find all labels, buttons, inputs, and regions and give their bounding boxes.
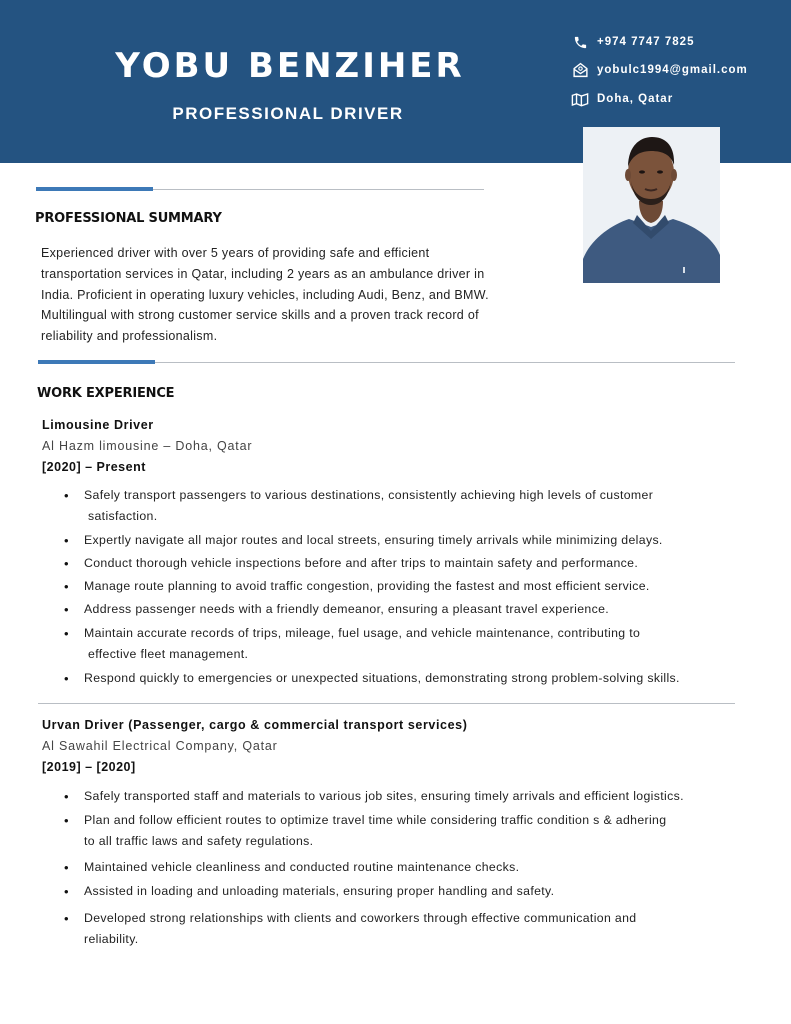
summary-accent-bar (36, 187, 153, 191)
candidate-role: PROFESSIONAL DRIVER (172, 104, 404, 123)
contact-phone (571, 34, 694, 50)
job-dates: [2019] – [2020] (42, 760, 136, 774)
location-text: Doha, Qatar (597, 93, 674, 105)
candidate-name: YOBU BENZIHER (115, 46, 465, 86)
summary-line: transportation services in Qatar, including 2 years as an ambulance driver in (41, 266, 485, 281)
profile-photo (583, 127, 720, 283)
job-divider (38, 703, 735, 704)
job-bullet: • Address passenger needs with a friendly demeanor, ensuring a pleasant travel experience. (84, 599, 764, 620)
job-bullet: • Conduct thorough vehicle inspections before and after trips to maintain safety and performance. (84, 553, 764, 574)
contact-email (571, 62, 748, 78)
job-company: Al Sawahil Electrical Company, Qatar (42, 739, 278, 753)
job-bullet: • Respond quickly to emergencies or unexpected situations, demonstrating strong problem-solving skills. (84, 668, 764, 689)
job-title: Limousine Driver (42, 418, 154, 432)
job-dates: [2020] – Present (42, 460, 146, 474)
summary-line: India. Proficient in operating luxury vehicles, including Audi, Benz, and BMW. (41, 287, 489, 302)
contact-location (571, 91, 673, 107)
summary-text (41, 243, 551, 347)
map-icon (571, 91, 589, 107)
summary-line: reliability and professionalism. (41, 329, 218, 344)
job-bullet: • Maintain accurate records of trips, mileage, fuel usage, and vehicle maintenance, contributing to effective fleet management. (84, 623, 764, 665)
experience-accent-bar (38, 360, 155, 364)
phone-text: +974 7747 7825 (597, 36, 695, 48)
email-icon (571, 62, 589, 78)
email-text: yobulc1994@gmail.com (597, 64, 748, 76)
job-bullet: • Manage route planning to avoid traffic congestion, providing the fastest and most efficient service. (84, 576, 764, 597)
job-company: Al Hazm limousine – Doha, Qatar (42, 439, 253, 453)
summary-heading: PROFESSIONAL SUMMARY (35, 211, 222, 226)
job-bullet: • Developed strong relationships with clients and coworkers through effective communication and reliability. (84, 908, 764, 950)
job-bullet: • Expertly navigate all major routes and local streets, ensuring timely arrivals while minimizing delays. (84, 530, 764, 551)
experience-heading: WORK EXPERIENCE (37, 386, 175, 401)
summary-line: Experienced driver with over 5 years of providing safe and efficient (41, 246, 430, 260)
job-bullet: • Safely transport passengers to various destinations, consistently achieving high levels of customer satisfaction. (84, 485, 764, 527)
phone-icon (571, 34, 589, 50)
job-bullet: • Assisted in loading and unloading materials, ensuring proper handling and safety. (84, 881, 764, 902)
job-title: Urvan Driver (Passenger, cargo & commercial transport services) (42, 718, 468, 732)
job-bullet: • Maintained vehicle cleanliness and conducted routine maintenance checks. (84, 857, 764, 878)
summary-line: Multilingual with strong customer service skills and a proven track record of (41, 308, 479, 323)
job-bullet: • Safely transported staff and materials to various job sites, ensuring timely arrivals and efficient logistics. (84, 786, 774, 807)
job-bullet: • Plan and follow efficient routes to optimize travel time while considering traffic condition s & adhering to all traffic laws and safety regulations. (84, 810, 764, 852)
